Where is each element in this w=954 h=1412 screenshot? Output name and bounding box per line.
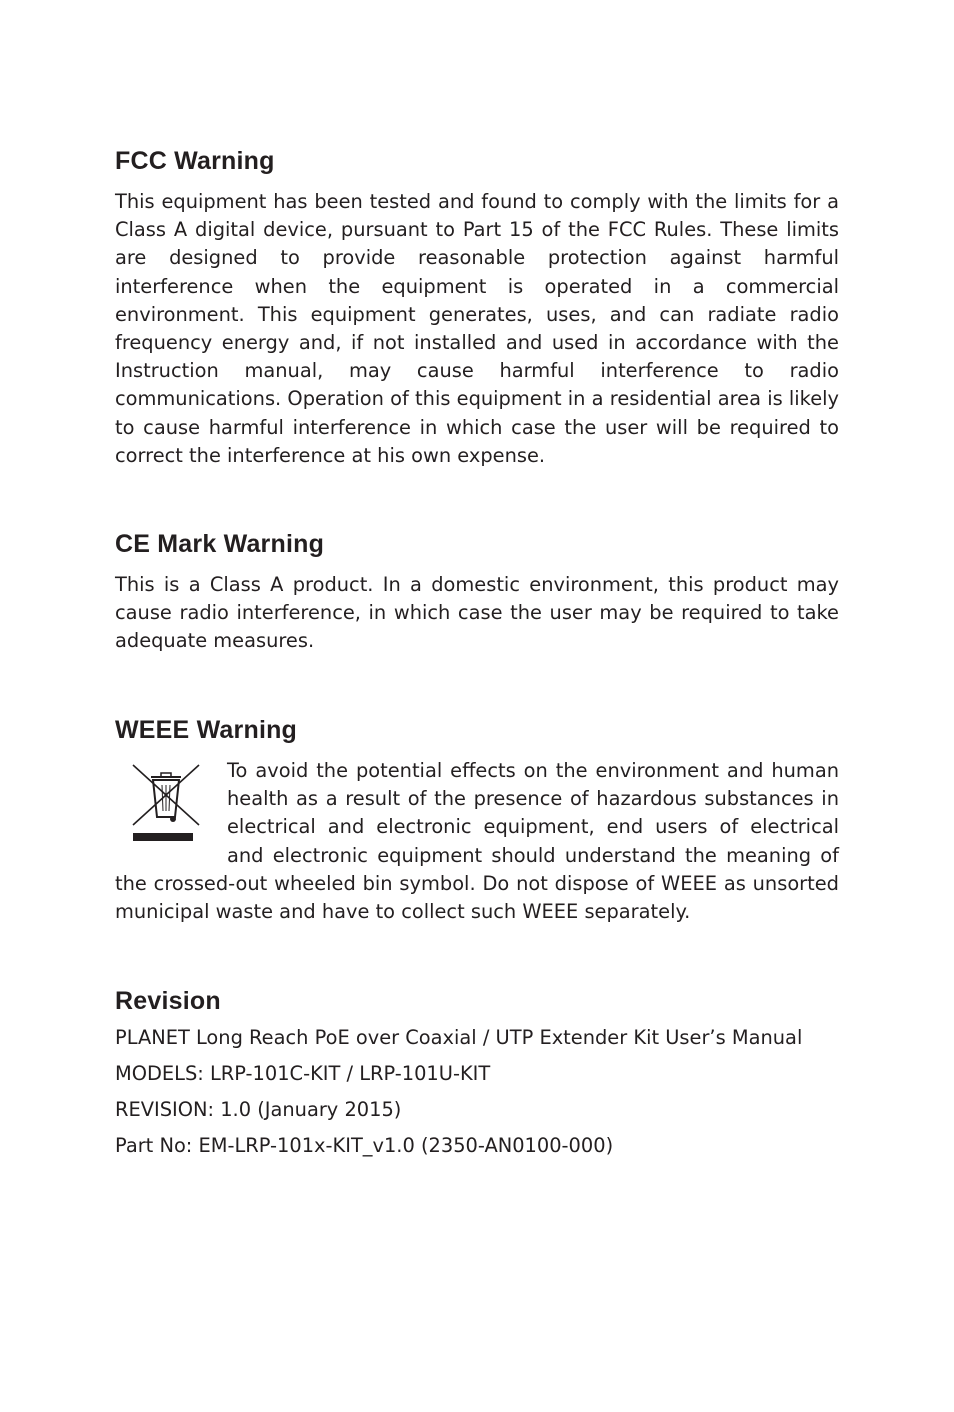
weee-warning-heading: WEEE Warning [115,716,298,744]
weee-warning-body [115,757,839,926]
ce-warning-heading: CE Mark Warning [115,530,325,558]
crossed-out-wheeled-bin-icon [123,761,209,845]
fcc-warning-text: This equipment has been tested and found to comply with the limits for a Class A digital device, pursuant to Part 15 of the FCC Rules. These limits are designed to provide reasonable protection against harmful interference when the equipment is operated in a commercial environment. This equipment generates, uses, and can radiate radio frequency energy and, if not installed and used in accordance with the Instruction manual, may cause harmful interference to radio communications. Operation of this equipment in a residential area is likely to cause harmful interference in which case the user will be required to correct the interference at his own expense. [115,190,839,467]
revision-lines [115,1020,839,1164]
revision-heading: Revision [115,987,221,1015]
revision-part-number: Part No: EM-LRP-101x-KIT_v1.0 (2350-AN0100-000) [115,1134,614,1157]
fcc-warning-heading: FCC Warning [115,147,275,175]
weee-warning-text: To avoid the potential effects on the environment and human health as a result of the presence of hazardous substances in electrical and electronic equipment, end users of electrical and electronic equipment should understand the meaning of the crossed-out wheeled bin symbol. Do not dispose of WEEE as unsorted municipal waste and have to collect such WEEE separately. [115,759,839,924]
ce-warning-section [115,529,839,656]
fcc-warning-section [115,146,839,470]
revision-version: REVISION: 1.0 (January 2015) [115,1098,402,1121]
revision-section [115,986,839,1164]
revision-manual-title: PLANET Long Reach PoE over Coaxial / UTP Extender Kit User’s Manual [115,1026,803,1049]
revision-models: MODELS: LRP-101C-KIT / LRP-101U-KIT [115,1062,491,1085]
ce-warning-text: This is a Class A product. In a domestic environment, this product may cause radio interference, in which case the user may be required to take adequate measures. [115,573,839,653]
weee-warning-section [115,715,839,926]
